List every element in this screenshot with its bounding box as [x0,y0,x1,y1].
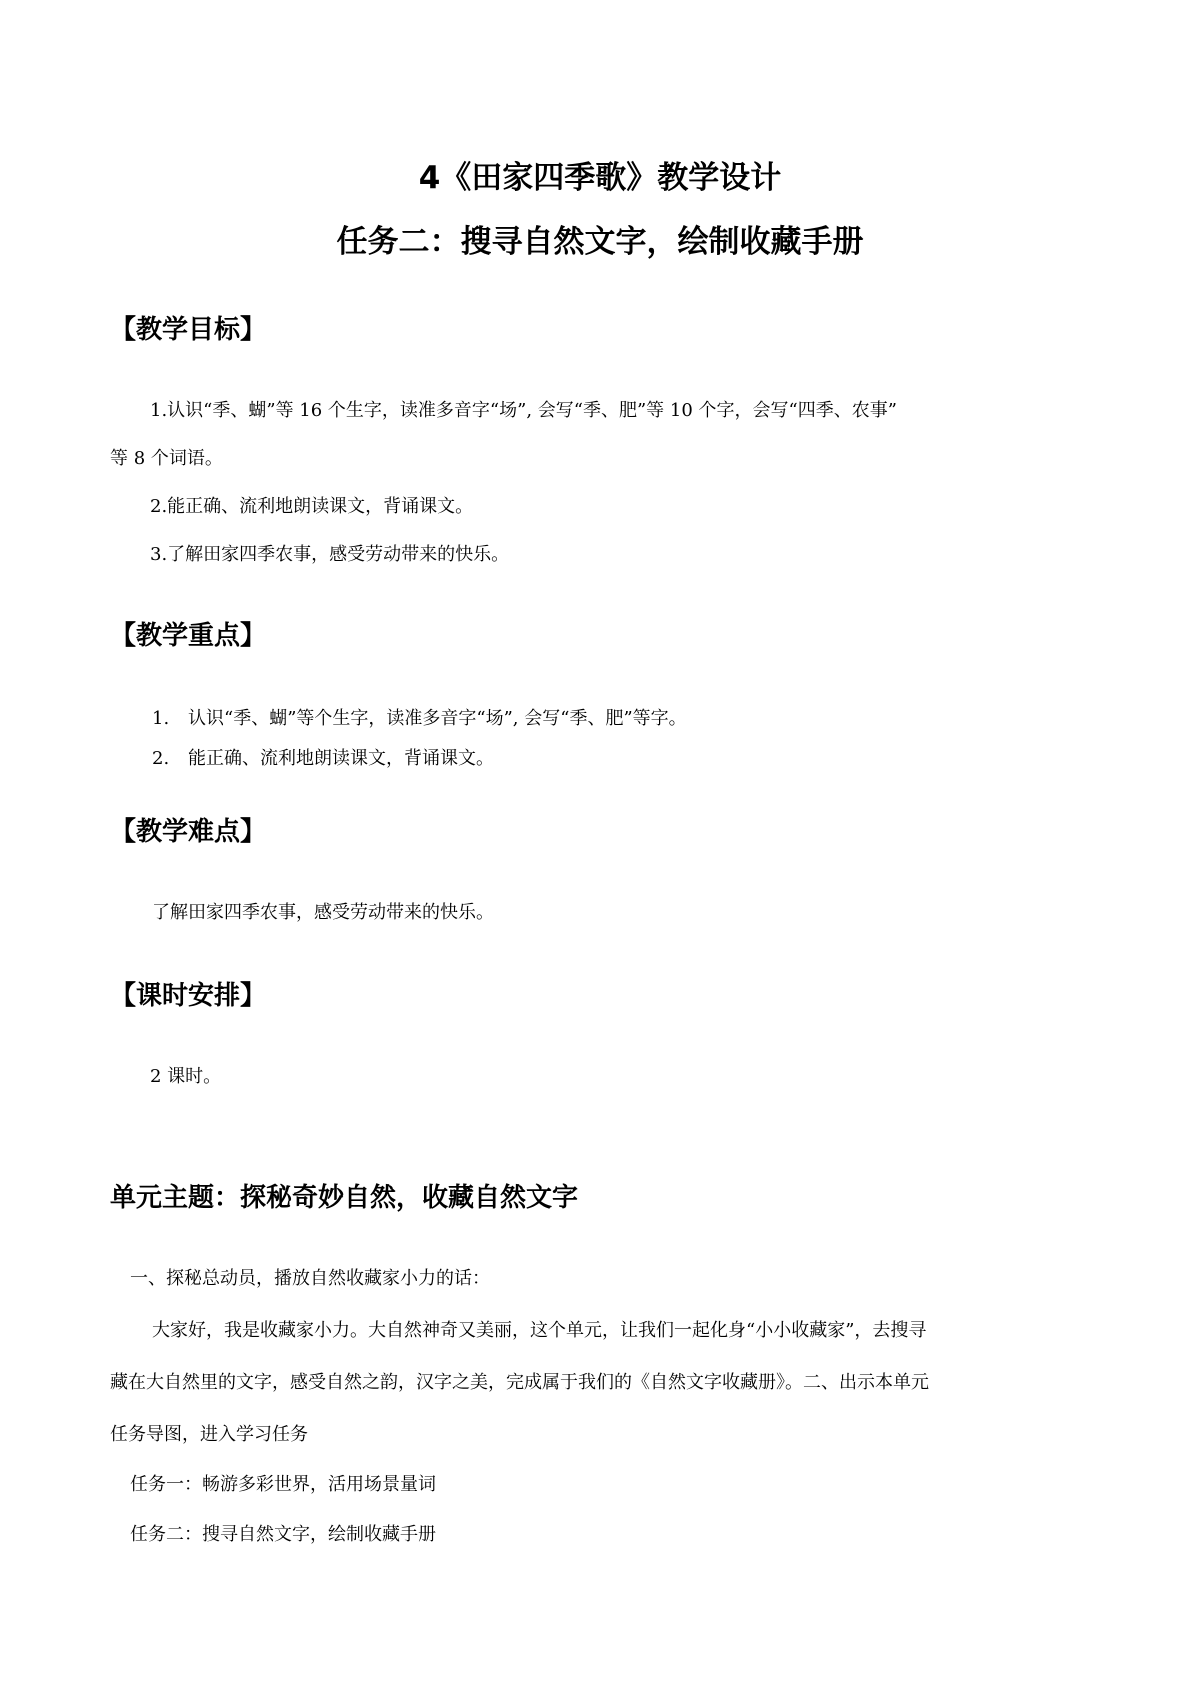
objective-3: 3.了解田家四季农事，感受劳动带来的快乐。 [150,544,510,565]
unit-paragraph-1: 一、探秘总动员，播放自然收藏家小力的话： [130,1268,490,1289]
objective-1-line-2: 等 8 个词语。 [110,448,223,469]
key-point-1 [152,706,687,732]
unit-theme-heading: 单元主题：探秘奇妙自然，收藏自然文字 [110,1183,579,1213]
page-subtitle: 任务二：搜寻自然文字，绘制收藏手册 [336,224,864,260]
key-point-2 [152,746,494,772]
difficulties-heading: 【教学难点】 [110,817,267,847]
unit-paragraph-2-line-2: 藏在大自然里的文字，感受自然之韵，汉字之美，完成属于我们的《自然文字收藏册》。二、出示本单元 [110,1372,929,1393]
schedule-heading: 【课时安排】 [110,981,267,1011]
objectives-heading: 【教学目标】 [110,315,267,345]
unit-task-2: 任务二：搜寻自然文字，绘制收藏手册 [130,1524,436,1545]
page-title: 4《田家四季歌》教学设计 [418,160,782,196]
key-point-1-text: 认识“季、蝴”等个生字，读准多音字“场”, 会写“季、肥”等字。 [188,708,687,729]
difficulty-text: 了解田家四季农事，感受劳动带来的快乐。 [152,902,494,923]
key-point-2-number: 2. [152,748,170,769]
objective-2: 2.能正确、流利地朗读课文，背诵课文。 [150,496,474,517]
key-points-heading: 【教学重点】 [110,621,267,651]
key-point-2-text: 能正确、流利地朗读课文，背诵课文。 [188,748,494,769]
unit-task-1: 任务一：畅游多彩世界，活用场景量词 [130,1474,436,1495]
objective-1-line-1: 1.认识“季、蝴”等 16 个生字，读准多音字“场”, 会写“季、肥”等 10 个字，会写“四季、农事” [150,400,897,421]
key-point-1-number: 1. [152,708,170,729]
unit-paragraph-2-line-3: 任务导图，进入学习任务 [110,1424,308,1445]
schedule-text: 2 课时。 [150,1066,222,1087]
unit-paragraph-2-line-1: 大家好，我是收藏家小力。大自然神奇又美丽，这个单元，让我们一起化身“小小收藏家”，去搜寻 [152,1320,927,1341]
